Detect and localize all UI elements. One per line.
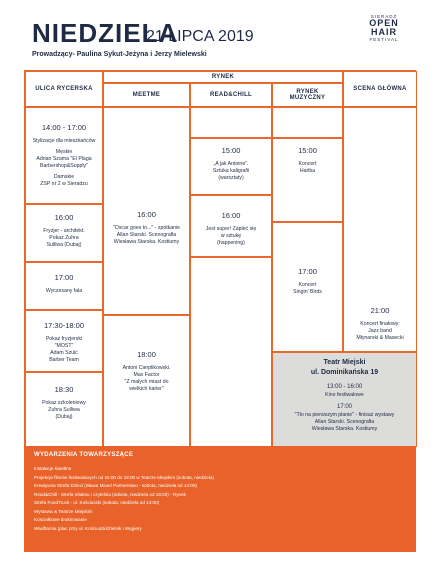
event-line: Sulliwa (Dubaj) <box>46 242 82 248</box>
event-time: 16:00 <box>54 213 74 222</box>
logo-line1: SIERADZ <box>370 14 398 19</box>
event-line: Jazz band <box>368 328 392 334</box>
page-title-day: NIEDZIELA <box>32 18 179 48</box>
event-line: Pokaz szkoleniowy <box>42 400 86 406</box>
event-line: Allan Starski. Scenografia <box>314 419 375 425</box>
event-line: Max Factor <box>133 372 160 378</box>
event-line: w sztukę <box>220 233 242 239</box>
hosts-line: Prowadzący- Paulina Sykut-Jeżyna i Jerzy Mielewski <box>32 51 207 58</box>
page-title-date: 21 LIPCA 2019 <box>146 28 254 45</box>
header-rynek-muzyczny: RYNEK MUZYCZNY <box>272 83 343 107</box>
event-line: Damskie <box>53 174 75 180</box>
event-time: 17:00 <box>54 273 74 282</box>
teatr-miejski-block <box>272 352 417 447</box>
event-time: 15:00 <box>298 146 317 155</box>
event-line: Koncert <box>298 161 317 167</box>
event-time: 17:00 <box>298 267 317 276</box>
event-readchill-1 <box>190 138 272 195</box>
event-time: 13:00 - 16:00 <box>326 384 363 390</box>
footer-item: Wiwiftarnia (plac przy ul. Kościuszki/Zielnik i Węgiery <box>34 525 142 531</box>
footer-item: Read&Chill - Strefa relaksu i czytelnia (sobota, niedziela od 15:00) - Rynek <box>34 491 186 497</box>
event-line: "Oscar goes to..." - spotkanie <box>112 225 181 231</box>
event-line: wielkich karier" <box>129 386 164 392</box>
footer-item: Kreatywna Strefa Dzieci (Sława Mixed Partnerstwo - sobota, niedziela od 14:00) <box>34 483 197 488</box>
event-time: 14:00 - 17:00 <box>41 123 87 132</box>
event-time: 16:00 <box>221 211 241 220</box>
event-line: Koncert finałowy: <box>360 321 400 327</box>
event-line: Adam Szulc <box>50 350 78 356</box>
event-line: (Dubaj) <box>55 414 73 420</box>
event-time: 17:30-18:00 <box>43 321 85 330</box>
footer-title: WYDARZENIA TOWARZYSZĄCE <box>34 452 134 458</box>
event-line: (warsztaty) <box>218 175 244 181</box>
event-ulica-1 <box>25 107 103 204</box>
event-line: Koncert <box>298 282 317 288</box>
event-line: Młynarski & Masecki <box>356 335 404 341</box>
event-readchill-2 <box>190 195 272 257</box>
event-line: "Tło na pierwszym planie" - finisaż wystawy <box>294 412 395 418</box>
event-line: „A jak Antoine". <box>213 161 249 167</box>
event-line: Jest super! Zapleć się <box>205 226 257 232</box>
event-time: 18:30 <box>54 385 74 394</box>
event-line: Wiesława Starska. Kostiumy <box>311 426 378 432</box>
event-ulica-2 <box>25 204 103 262</box>
event-line: (happening) <box>217 240 245 246</box>
event-line: Wyczesany fala <box>45 288 83 294</box>
event-line: Adrian Szama "El Plaga <box>36 156 92 162</box>
event-line: Hańba <box>299 168 316 174</box>
empty-cell <box>190 257 272 447</box>
footer-item: Kosciałkowe druknowanie <box>34 517 87 522</box>
event-line: "MOST" <box>54 343 74 349</box>
event-ulica-3 <box>25 262 103 310</box>
header-read-chill: READ&CHILL <box>190 83 272 107</box>
festival-logo <box>356 14 412 48</box>
event-meetme-2 <box>103 315 190 447</box>
event-line: Allan Starski. Scenografia <box>116 232 177 238</box>
footer-item: Instalacje świetlne <box>34 466 72 471</box>
footer-item: Strefa FoodTruck - ul. Kościuszki (sobota, niedziela od 14:00) <box>34 500 160 505</box>
event-line: Barbershop&Supply" <box>40 163 88 169</box>
header-meetme: MEETME <box>103 83 190 107</box>
event-line: Wiesława Starska. Kostiumy <box>113 239 180 245</box>
logo-line2: OPEN HAIR <box>369 18 399 37</box>
accompanying-events-panel <box>24 446 416 552</box>
event-muzyczny-2 <box>272 222 343 352</box>
schedule-grid <box>24 70 416 446</box>
event-scena-1 <box>343 107 417 352</box>
header-scena-glowna: SCENA GŁÓWNA <box>343 71 417 107</box>
event-time: 15:00 <box>221 146 241 155</box>
event-line: Fryzjer - architekt. <box>43 228 85 234</box>
event-line: Barber Team <box>49 357 79 363</box>
event-line: Stylizacje dla mieszkańców <box>32 138 96 144</box>
event-time: 18:00 <box>137 350 156 359</box>
logo-line3: FESTIVAL <box>369 37 399 42</box>
empty-cell <box>190 107 272 138</box>
teatr-title: Teatr Miejski <box>323 359 366 366</box>
footer-item: Projekcje filmów festiwalowych od 15:00 do 19:00 w Teatrze Miejskim (sobota, niedziela) <box>34 474 214 480</box>
event-line: Zuhra Sulliwa <box>48 407 80 413</box>
event-meetme-1 <box>103 107 190 315</box>
event-line: Sztuka kaligrafii <box>212 168 250 174</box>
event-time: 17:00 <box>336 404 352 410</box>
event-line: Pokaz Zuhra <box>49 235 79 241</box>
event-time: 16:00 <box>137 210 156 219</box>
event-line: Męskie <box>55 149 73 155</box>
event-line: Antoni Cierplikowski. <box>122 365 171 371</box>
teatr-address: ul. Dominikańska 19 <box>310 369 379 376</box>
event-line: Pokaz fryzjerski <box>45 336 83 342</box>
header-rynek: RYNEK <box>103 71 343 83</box>
header-ulica-rycerska: ULICA RYCERSKA <box>25 71 103 107</box>
event-line: Kino festiwalowe <box>325 392 364 398</box>
footer-item: Wystawa w Teatrze Miejskim <box>34 508 93 514</box>
event-line: ZSP nr 2 w Sieradzu <box>40 181 88 187</box>
event-time: 21:00 <box>370 306 390 315</box>
event-ulica-4 <box>25 310 103 372</box>
event-line: Singin' Birds <box>293 289 322 295</box>
empty-cell <box>272 107 343 138</box>
event-muzyczny-1 <box>272 138 343 222</box>
event-line: "Z małych miast do <box>124 379 169 385</box>
event-ulica-5 <box>25 372 103 447</box>
